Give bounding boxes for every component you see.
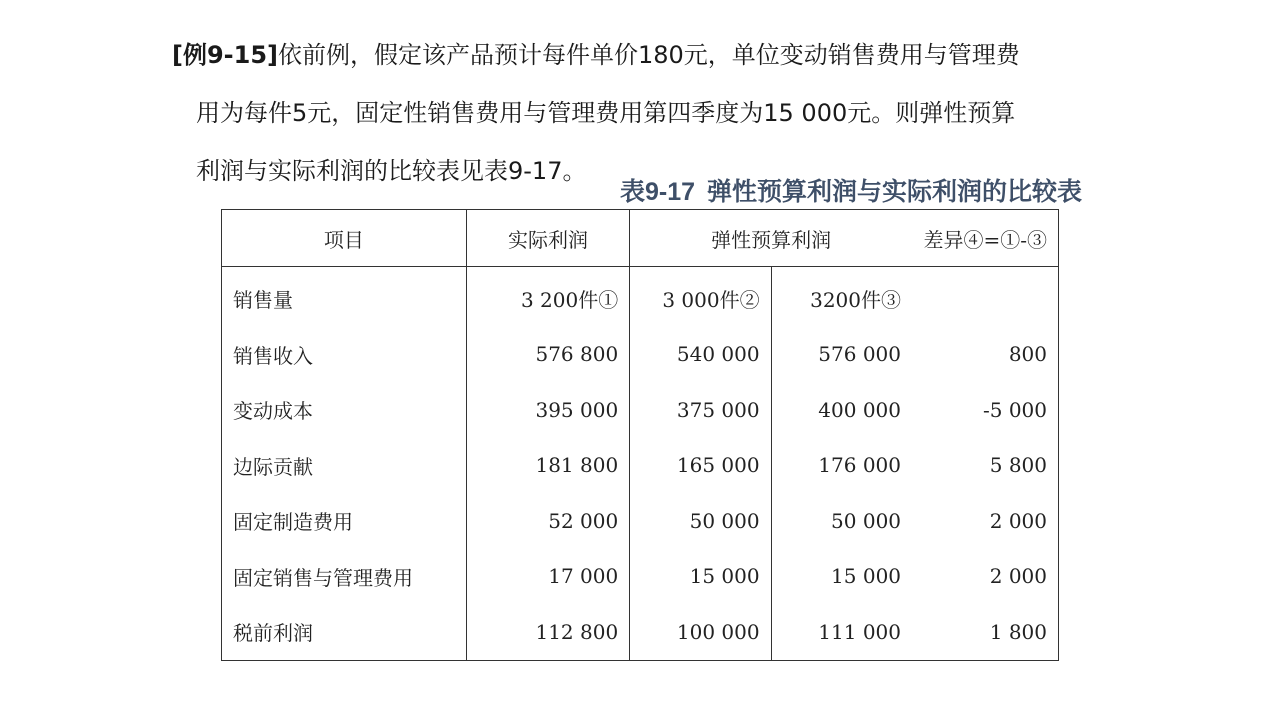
- paragraph-line-3: 利润与实际利润的比较表见表9-17。: [196, 157, 587, 185]
- header-budget: 弹性预算利润: [630, 210, 912, 267]
- cell-diff: 1 800: [989, 619, 1047, 644]
- table-number: 表9-17: [620, 178, 696, 206]
- cell-budget-1: 3 000件②: [630, 267, 771, 327]
- cell-diff: 800: [1008, 342, 1047, 367]
- cell-actual: 576 800: [466, 327, 629, 383]
- cell-budget-2: 111 000: [818, 619, 902, 644]
- cell-actual: 112 800: [466, 604, 629, 660]
- table-caption: [620, 172, 1082, 208]
- cell-budget-1: 165 000: [630, 438, 771, 494]
- table-row: [222, 267, 1059, 327]
- cell-actual: 3 200件①: [466, 267, 629, 327]
- cell-item: 边际贡献: [222, 438, 467, 494]
- cell-actual: 17 000: [466, 549, 629, 605]
- cell-item: 固定销售与管理费用: [222, 549, 467, 605]
- table-row: [222, 604, 1059, 660]
- cell-diff: 2 000: [989, 508, 1047, 533]
- paragraph-line-2: 用为每件5元，固定性销售费用与管理费用第四季度为15 000元。则弹性预算: [196, 99, 1016, 127]
- table-row: [222, 549, 1059, 605]
- cell-budget-2: 15 000: [831, 564, 902, 589]
- cell-actual: 52 000: [466, 493, 629, 549]
- header-diff: 差异④=①-③: [912, 210, 1058, 267]
- paragraph-line-1-text: 依前例，假定该产品预计每件单价180元，单位变动销售费用与管理费: [278, 41, 1020, 69]
- cell-item: 销售量: [222, 267, 467, 327]
- table-header-row: [222, 210, 1059, 267]
- cell-budget-1: 375 000: [630, 382, 771, 438]
- cell-item: 销售收入: [222, 327, 467, 383]
- table-row: [222, 382, 1059, 438]
- cell-actual: 181 800: [466, 438, 629, 494]
- cell-diff: [912, 267, 1058, 327]
- table-title: 弹性预算利润与实际利润的比较表: [707, 177, 1083, 206]
- header-item: 项目: [222, 210, 467, 267]
- cell-diff: -5 000: [982, 397, 1047, 422]
- cell-actual: 395 000: [466, 382, 629, 438]
- table-row: [222, 327, 1059, 383]
- table-row: [222, 438, 1059, 494]
- cell-item: 变动成本: [222, 382, 467, 438]
- cell-budget-1: 50 000: [630, 493, 771, 549]
- cell-item: 税前利润: [222, 604, 467, 660]
- cell-budget-2: 176 000: [818, 453, 902, 478]
- cell-item: 固定制造费用: [222, 493, 467, 549]
- cell-budget-1: 100 000: [630, 604, 771, 660]
- header-actual: 实际利润: [466, 210, 629, 267]
- cell-budget-2: 50 000: [831, 508, 902, 533]
- cell-diff: 5 800: [989, 453, 1047, 478]
- cell-budget-2: 400 000: [818, 397, 902, 422]
- cell-budget-1: 15 000: [630, 549, 771, 605]
- cell-budget-1: 540 000: [630, 327, 771, 383]
- comparison-table: [221, 209, 1059, 661]
- table-row: [222, 493, 1059, 549]
- example-tag: [例9-15]: [172, 41, 278, 69]
- cell-diff: 2 000: [989, 564, 1047, 589]
- cell-budget-2: 3200件③: [810, 288, 902, 313]
- paragraph-line-1: [172, 26, 1020, 84]
- cell-budget-2: 576 000: [818, 342, 902, 367]
